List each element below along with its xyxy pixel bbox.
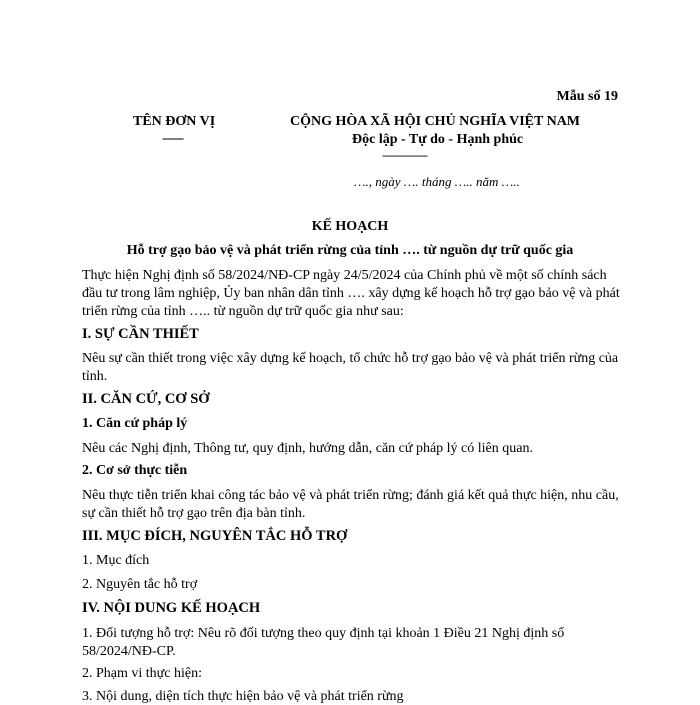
dateline: …., ngày …. tháng ….. năm ….. [354, 174, 520, 189]
motto-underline: --------------- [382, 148, 427, 162]
section-4-item-1: 1. Đối tượng hỗ trợ: Nêu rõ đối tượng theo quy định tại khoản 1 Điều 21 Nghị định số 58/2024/NĐ-CP. [82, 626, 565, 659]
section-3-item-1: 1. Mục đích [82, 553, 150, 568]
document-title: KẾ HOẠCH [311, 219, 389, 234]
org-name: TÊN ĐƠN VỊ [133, 114, 216, 129]
section-2-1-heading: 1. Căn cứ pháp lý [82, 416, 188, 431]
section-2-2-text: Nêu thực tiễn triển khai công tác bảo vệ và phát triển rừng; đánh giá kết quả thực hiện, nhu cầu, sự cần thiết hỗ trợ gạo trên địa bàn tỉnh. [82, 488, 619, 521]
document-subtitle: Hỗ trợ gạo bảo vệ và phát triển rừng của tỉnh …. từ nguồn dự trữ quốc gia [126, 243, 574, 258]
section-1-text: Nêu sự cần thiết trong việc xây dựng kế hoạch, tổ chức hỗ trợ gạo bảo vệ và phát triển rừng của tỉnh. [82, 351, 619, 384]
section-3-item-2: 2. Nguyên tắc hỗ trợ [82, 577, 198, 592]
section-3-heading: III. MỤC ĐÍCH, NGUYÊN TẮC HỖ TRỢ [82, 528, 348, 544]
country-name: CỘNG HÒA XÃ HỘI CHỦ NGHĨA VIỆT NAM [290, 114, 581, 129]
section-4-item-2: 2. Phạm vi thực hiện: [82, 666, 202, 681]
section-1-heading: I. SỰ CẦN THIẾT [82, 326, 199, 342]
section-2-1-text: Nêu các Nghị định, Thông tư, quy định, hướng dẫn, căn cứ pháp lý có liên quan. [82, 441, 533, 456]
section-2-2-heading: 2. Cơ sở thực tiễn [82, 463, 188, 478]
national-motto: Độc lập - Tự do - Hạnh phúc [352, 132, 524, 147]
section-2-heading: II. CĂN CỨ, CƠ SỞ [82, 391, 210, 407]
form-number: Mẫu số 19 [556, 89, 618, 104]
section-4-heading: IV. NỘI DUNG KẾ HOẠCH [82, 600, 261, 616]
section-4-item-3: 3. Nội dung, diện tích thực hiện bảo vệ và phát triển rừng [82, 689, 404, 704]
org-underline: ------- [162, 131, 183, 145]
intro-paragraph: Thực hiện Nghị định số 58/2024/NĐ-CP ngày 24/5/2024 của Chính phủ về một số chính sách đầu tư trong lâm nghiệp, Ủy ban nhân dân tỉnh …. xây dựng kế hoạch hỗ trợ gạo bảo vệ và phát triển rừng của tỉnh ….. từ nguồn dự trữ quốc gia như sau: [82, 268, 620, 319]
